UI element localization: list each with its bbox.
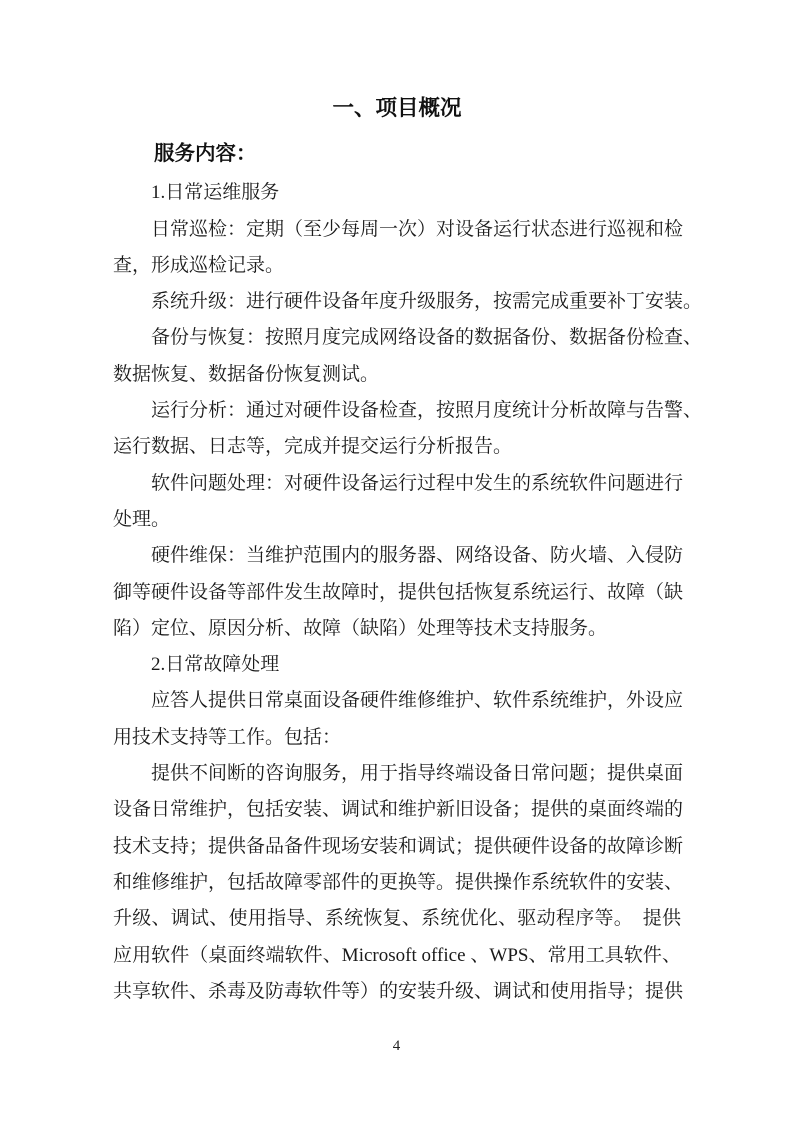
text-line: 硬件维保：当维护范围内的服务器、网络设备、防火墙、入侵防 — [151, 545, 684, 567]
text-line: 软件问题处理：对硬件设备运行过程中发生的系统软件问题进行 — [151, 472, 684, 494]
text-line: 和维修维护，包括故障零部件的更换等。提供操作系统软件的安装、 — [113, 871, 684, 893]
text-line: 应答人提供日常桌面设备硬件维修维护、软件系统维护，外设应 — [151, 690, 684, 712]
paragraph — [113, 175, 681, 211]
text-line: 查，形成巡检记录。 — [113, 254, 285, 276]
text-line: 运行分析：通过对硬件设备检查，按照月度统计分析故障与告警、 — [151, 400, 703, 422]
text-line: 陷）定位、原因分析、故障（缺陷）处理等技术支持服务。 — [113, 617, 608, 639]
text-line: 技术支持；提供备品备件现场安装和调试；提供硬件设备的故障诊断 — [113, 835, 684, 857]
paragraph — [113, 320, 703, 393]
text-line: 2.日常故障处理 — [151, 654, 280, 676]
text-line: 应用软件（桌面终端软件、Microsoft office 、WPS、常用工具软件、 — [113, 944, 681, 966]
paragraph — [113, 538, 684, 647]
section-heading: 服务内容： — [154, 143, 257, 165]
paragraph — [113, 683, 684, 756]
paragraph — [113, 647, 681, 683]
paragraph — [113, 466, 684, 539]
text-line: 1.日常运维服务 — [151, 182, 280, 204]
text-line: 升级、调试、使用指导、系统恢复、系统优化、驱动程序等。 提供 — [113, 908, 681, 930]
paragraph — [113, 756, 684, 1010]
text-line: 运行数据、日志等，完成并提交运行分析报告。 — [113, 436, 513, 458]
text-line: 御等硬件设备等部件发生故障时，提供包括恢复系统运行、故障（缺 — [113, 581, 684, 603]
paragraph — [113, 393, 703, 466]
document-title: 一、项目概况 — [332, 96, 462, 120]
text-line: 日常巡检：定期（至少每周一次）对设备运行状态进行巡视和检 — [151, 218, 684, 240]
page-number: 4 — [392, 1038, 401, 1054]
text-line: 备份与恢复：按照月度完成网络设备的数据备份、数据备份检查、 — [151, 327, 703, 349]
text-line: 用技术支持等工作。包括： — [113, 726, 342, 748]
paragraph — [113, 212, 684, 285]
text-line: 提供不间断的咨询服务，用于指导终端设备日常问题；提供桌面 — [151, 763, 684, 785]
text-line: 数据恢复、数据备份恢复测试。 — [113, 363, 380, 385]
paragraph — [113, 284, 703, 320]
text-line: 系统升级：进行硬件设备年度升级服务，按需完成重要补丁安装。 — [151, 291, 703, 313]
text-line: 设备日常维护，包括安装、调试和维护新旧设备；提供的桌面终端的 — [113, 799, 684, 821]
text-line: 处理。 — [113, 508, 171, 530]
document-body — [113, 90, 703, 1010]
text-line: 共享软件、杀毒及防毒软件等）的安装升级、调试和使用指导；提供 — [113, 980, 684, 1002]
